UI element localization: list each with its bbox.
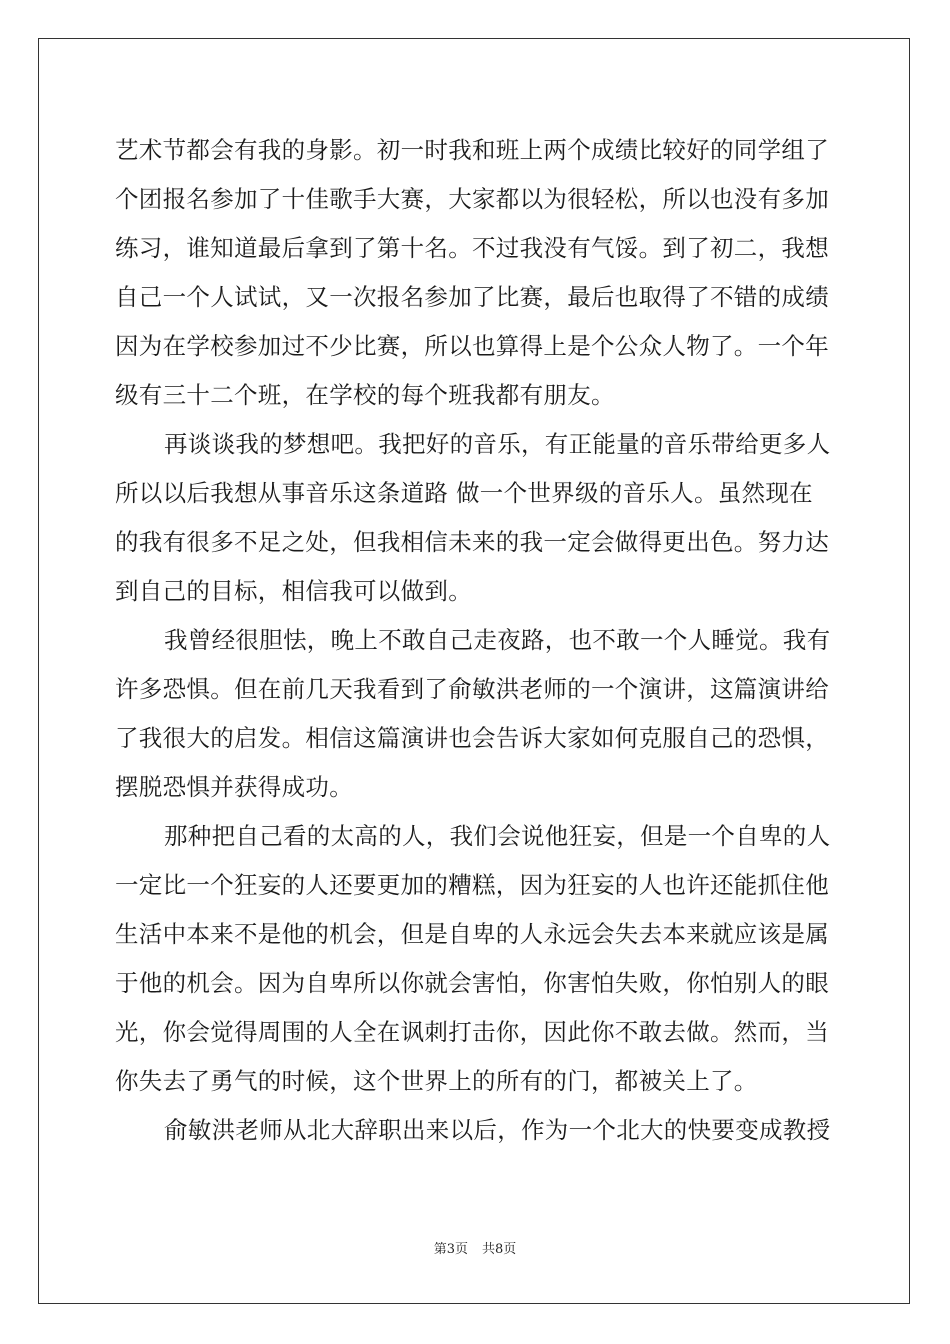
text-line: 到自己的目标，相信我可以做到。 (115, 577, 472, 605)
text-line: 许多恐惧。但在前几天我看到了俞敏洪老师的一个演讲，这篇演讲给 (115, 675, 829, 703)
paragraph-start-line: 那种把自己看的太高的人，我们会说他狂妄，但是一个自卑的人 (164, 822, 831, 850)
text-line: 练习，谁知道最后拿到了第十名。不过我没有气馁。到了初二，我想 (115, 234, 829, 262)
text-line: 艺术节都会有我的身影。初一时我和班上两个成绩比较好的同学组了 (115, 136, 829, 164)
page-footer (0, 1238, 950, 1257)
page-number: 第3页 (433, 1242, 468, 1257)
text-line: 级有三十二个班，在学校的每个班我都有朋友。 (115, 381, 615, 409)
paragraph-start-line: 俞敏洪老师从北大辞职出来以后，作为一个北大的快要变成教授 (164, 1116, 831, 1144)
text-line: 了我很大的启发。相信这篇演讲也会告诉大家如何克服自己的恐惧， (115, 724, 829, 752)
text-line: 于他的机会。因为自卑所以你就会害怕，你害怕失败，你怕别人的眼 (115, 969, 829, 997)
text-line: 所以以后我想从事音乐这条道路 做一个世界级的音乐人。虽然现在 (115, 479, 813, 507)
document-body (115, 126, 835, 1155)
page-total: 共8页 (482, 1242, 517, 1257)
text-line: 的我有很多不足之处，但我相信未来的我一定会做得更出色。努力达 (115, 528, 829, 556)
text-line: 光，你会觉得周围的人全在讽刺打击你，因此你不敢去做。然而，当 (115, 1018, 829, 1046)
paragraph-start-line: 再谈谈我的梦想吧。我把好的音乐，有正能量的音乐带给更多人 (164, 430, 831, 458)
text-line: 你失去了勇气的时候，这个世界上的所有的门，都被关上了。 (115, 1067, 758, 1095)
text-line: 生活中本来不是他的机会，但是自卑的人永远会失去本来就应该是属 (115, 920, 829, 948)
text-line: 摆脱恐惧并获得成功。 (115, 773, 353, 801)
text-line: 个团报名参加了十佳歌手大赛，大家都以为很轻松，所以也没有多加 (115, 185, 829, 213)
text-line: 一定比一个狂妄的人还要更加的糟糕，因为狂妄的人也许还能抓住他 (115, 871, 829, 899)
text-line: 自己一个人试试，又一次报名参加了比赛，最后也取得了不错的成绩 (115, 283, 829, 311)
text-line: 因为在学校参加过不少比赛，所以也算得上是个公众人物了。一个年 (115, 332, 829, 360)
paragraph-start-line: 我曾经很胆怯，晚上不敢自己走夜路，也不敢一个人睡觉。我有 (164, 626, 831, 654)
